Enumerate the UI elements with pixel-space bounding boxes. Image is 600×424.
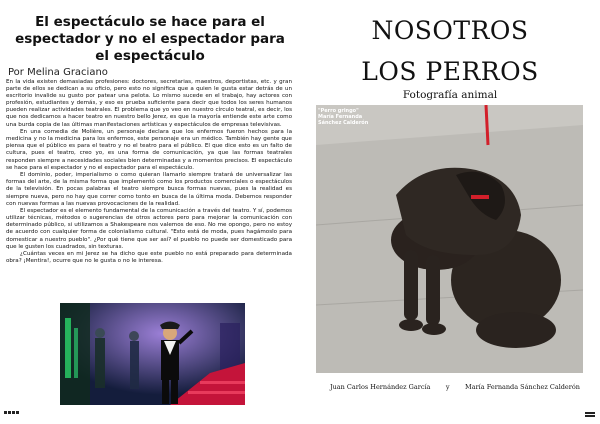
stage-performer-illustration [60, 303, 245, 405]
article-paragraph: En una comedia de Molière, un personaje declara que los enfermos fueron hechos para la medicina y no la medicina para los enfermos, este personaje era un médico. También hay gente que piensa que el público es para el teatro y no el teatro para el público. El que dice esto es un falto de cultura, pues el teatro, creo yo, es una forma de comunicación, ya que las formas teatrales responden siempre a necesidades sociales bien determinadas y a momentos precisos. El espectáculo se hace para el espectador y no el espectador para el espectáculo. [6, 129, 292, 171]
photo-caption-title: "Perro gringo" [318, 108, 359, 114]
page-indicator-right [585, 412, 595, 418]
dog-illustration [316, 105, 583, 373]
article-byline: Por Melina Graciano [8, 67, 108, 78]
stage-performer-photo [60, 303, 245, 405]
credit-joiner: y [445, 383, 450, 391]
article-title: El espectáculo se hace para el espectador y no el espectador para el espectáculo [15, 14, 285, 64]
photo-credits [330, 383, 580, 391]
article-paragraph: En la vida existen demasiadas profesiones: doctores, secretarias, maestros, deportistas, etc. y gran parte de ellos se dedican a su oficio, pero esto no significa que a quien le gusta estar detrás de un escritorio invalide su gusto por patear una pelota. Lo mismo sucede en el trabajo, hay actores con profesión, estudiantes y demás, y eso es prueba suficiente para decir que todos los seres humanos pueden realizar actividades teatrales. El problema que yo veo en nuestro círculo teatral, es decir, los que nos dedicamos a hacer teatro en nuestro bello Jerez, es que la mayoría entiende este arte como una burda copia de las últimas manifestaciones artísticas y espectáculos de empresas televisivas. [6, 79, 292, 128]
article-paragraph: ¿Cuántas veces en mi Jerez se ha dicho que este pueblo no está preparado para determinada obra? ¡Mentira!, ocurre que no le gusta o no le interesa. [6, 251, 292, 265]
right-page [300, 0, 600, 424]
article-body [6, 79, 292, 266]
magazine-subtitle: Fotografía animal [402, 89, 498, 101]
article-paragraph: El espectador es el elemento fundamental de la comunicación a través del teatro. Y sí, podemos utilizar técnicas, métodos o sugerencias de otros actores pero para mejorar la comunicación con determinado público, si utilizamos a Shakespeare nos valemos de eso. No me opongo, pero no estoy de acuerdo con cualquier forma de colonialismo cultural. "Esto está de moda, pues hagámoslo para domesticar a nuestro pueblo". ¿Por qué tiene que ser así? el pueblo no puede ser domesticado para que le gusten los cuadrados, sin texturas. [6, 208, 292, 250]
dog-photo [316, 105, 583, 373]
magazine-title-line1: NOSOTROS [371, 16, 529, 45]
photo-caption [318, 108, 388, 126]
article-paragraph: El dominio, poder, imperialismo o como quieran llamarlo siempre tratará de universalizar las formas del arte, de la misma forma que implementó como los productos comerciales o espectáculos de la televisión. En pocas palabras el teatro siempre busca formas nuevas, pues la realidad es siempre nueva, pero no hay que correr como tonto en busca de la última moda. Debemos responder con nuevas formas a las nuevas provocaciones de la realidad. [6, 172, 292, 207]
credit-author-2: María Fernanda Sánchez Calderón [465, 383, 580, 391]
photo-caption-author-last: Sánchez Calderón [318, 120, 369, 126]
magazine-title-line2: LOS PERROS [361, 57, 539, 86]
photo-caption-author-first: María Fernanda [318, 114, 363, 120]
page-indicator-left [4, 411, 19, 414]
credit-author-1: Juan Carlos Hernández García [330, 383, 431, 391]
